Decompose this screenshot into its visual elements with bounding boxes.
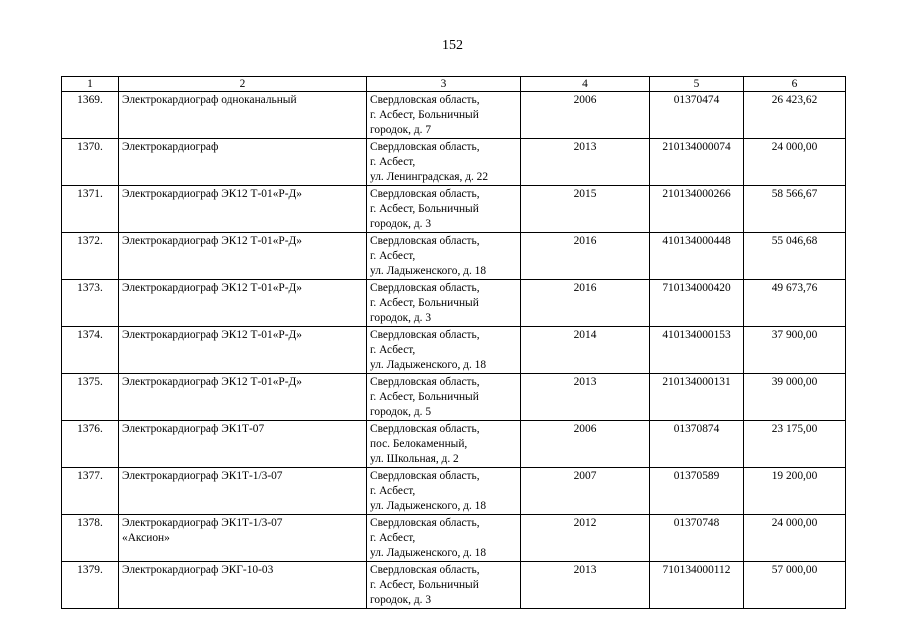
item-address [367,468,521,515]
item-cost: 37 900,00 [744,327,846,374]
item-name [119,421,367,468]
item-address-line: Свердловская область, [370,470,480,482]
item-address-line: г. Асбест, Больничный [370,203,479,215]
item-cost: 57 000,00 [744,562,846,609]
item-cost: 24 000,00 [744,515,846,562]
table-row [62,374,846,421]
page-number: 152 [442,38,463,53]
item-cost: 23 175,00 [744,421,846,468]
item-address-line: г. Асбест, Больничный [370,391,479,403]
item-address-line: городок, д. 3 [370,218,432,230]
item-year: 2006 [521,421,650,468]
item-inventory-number: 01370589 [650,468,744,515]
item-address-line: г. Асбест, [370,156,416,168]
item-year: 2013 [521,562,650,609]
item-name [119,233,367,280]
item-name [119,374,367,421]
item-inventory-number: 01370874 [650,421,744,468]
item-name-line: Электрокардиограф ЭК12 Т-01«Р-Д» [122,235,302,247]
item-name [119,327,367,374]
table-row [62,186,846,233]
column-number-row [62,77,846,92]
table-row [62,280,846,327]
item-address [367,421,521,468]
row-number: 1371. [62,186,119,233]
item-cost: 24 000,00 [744,139,846,186]
item-address [367,233,521,280]
item-name-line: Электрокардиограф ЭК12 Т-01«Р-Д» [122,188,302,200]
column-header-4: 4 [521,77,650,92]
item-name-line: Электрокардиограф ЭК1Т-1/3-07 [122,470,283,482]
item-address-line: Свердловская область, [370,94,480,106]
item-name [119,92,367,139]
item-address [367,186,521,233]
item-address-line: Свердловская область, [370,423,480,435]
item-address-line: городок, д. 3 [370,312,432,324]
item-inventory-number: 210134000074 [650,139,744,186]
item-address-line: пос. Белокаменный, [370,438,468,450]
item-inventory-number: 410134000153 [650,327,744,374]
item-name-line: «Аксион» [122,532,170,544]
item-address-line: городок, д. 3 [370,594,432,606]
item-name [119,139,367,186]
item-address-line: Свердловская область, [370,564,480,576]
item-address-line: г. Асбест, Больничный [370,297,479,309]
item-year: 2014 [521,327,650,374]
item-address-line: городок, д. 7 [370,124,432,136]
item-address-line: г. Асбест, [370,485,416,497]
item-address [367,562,521,609]
item-address-line: г. Асбест, [370,250,416,262]
item-address-line: ул. Ленинградская, д. 22 [370,171,489,183]
item-cost: 55 046,68 [744,233,846,280]
column-header-1: 1 [62,77,119,92]
table-row [62,233,846,280]
table-row [62,562,846,609]
column-header-6: 6 [744,77,846,92]
item-year: 2006 [521,92,650,139]
item-address [367,515,521,562]
item-name-line: Электрокардиограф ЭК12 Т-01«Р-Д» [122,376,302,388]
item-name [119,515,367,562]
item-address-line: Свердловская область, [370,282,480,294]
item-cost: 19 200,00 [744,468,846,515]
item-name-line: Электрокардиограф [122,141,219,153]
item-inventory-number: 710134000112 [650,562,744,609]
item-address-line: г. Асбест, [370,532,416,544]
item-inventory-number: 710134000420 [650,280,744,327]
item-address-line: ул. Ладыженского, д. 18 [370,547,487,559]
table-row [62,421,846,468]
item-year: 2016 [521,233,650,280]
item-name-line: Электрокардиограф одноканальный [122,94,297,106]
item-inventory-number: 210134000131 [650,374,744,421]
table-row [62,92,846,139]
row-number: 1376. [62,421,119,468]
table-row [62,327,846,374]
item-year: 2007 [521,468,650,515]
item-name [119,468,367,515]
table-row [62,468,846,515]
table-row [62,515,846,562]
item-cost: 58 566,67 [744,186,846,233]
item-address-line: ул. Ладыженского, д. 18 [370,359,487,371]
item-inventory-number: 410134000448 [650,233,744,280]
item-address-line: Свердловская область, [370,141,480,153]
row-number: 1379. [62,562,119,609]
row-number: 1375. [62,374,119,421]
item-year: 2013 [521,374,650,421]
row-number: 1369. [62,92,119,139]
row-number: 1370. [62,139,119,186]
item-name-line: Электрокардиограф ЭК12 Т-01«Р-Д» [122,282,302,294]
item-name-line: Электрокардиограф ЭК12 Т-01«Р-Д» [122,329,302,341]
row-number: 1378. [62,515,119,562]
item-name-line: Электрокардиограф ЭК1Т-1/3-07 [122,517,283,529]
table-header [62,77,846,92]
item-year: 2016 [521,280,650,327]
item-address-line: ул. Школьная, д. 2 [370,453,459,465]
item-address-line: Свердловская область, [370,376,480,388]
item-address-line: г. Асбест, Больничный [370,109,479,121]
item-inventory-number: 210134000266 [650,186,744,233]
row-number: 1373. [62,280,119,327]
item-cost: 39 000,00 [744,374,846,421]
item-year: 2012 [521,515,650,562]
item-cost: 49 673,76 [744,280,846,327]
property-registry-table [61,76,846,609]
item-address-line: ул. Ладыженского, д. 18 [370,265,487,277]
item-name-line: Электрокардиограф ЭКГ-10-03 [122,564,274,576]
item-address-line: Свердловская область, [370,235,480,247]
item-inventory-number: 01370474 [650,92,744,139]
item-address [367,374,521,421]
item-address [367,327,521,374]
item-address-line: Свердловская область, [370,517,480,529]
item-name [119,562,367,609]
item-inventory-number: 01370748 [650,515,744,562]
item-address-line: Свердловская область, [370,329,480,341]
column-header-2: 2 [119,77,367,92]
item-name-line: Электрокардиограф ЭК1Т-07 [122,423,265,435]
item-address-line: городок, д. 5 [370,406,432,418]
item-year: 2013 [521,139,650,186]
item-address [367,92,521,139]
item-address [367,139,521,186]
item-address-line: г. Асбест, [370,344,416,356]
item-address [367,280,521,327]
row-number: 1377. [62,468,119,515]
column-header-5: 5 [650,77,744,92]
table-row [62,139,846,186]
item-name [119,186,367,233]
item-address-line: Свердловская область, [370,188,480,200]
item-address-line: ул. Ладыженского, д. 18 [370,500,487,512]
table-body [62,92,846,609]
item-name [119,280,367,327]
item-cost: 26 423,62 [744,92,846,139]
column-header-3: 3 [367,77,521,92]
item-year: 2015 [521,186,650,233]
row-number: 1372. [62,233,119,280]
item-address-line: г. Асбест, Больничный [370,579,479,591]
row-number: 1374. [62,327,119,374]
